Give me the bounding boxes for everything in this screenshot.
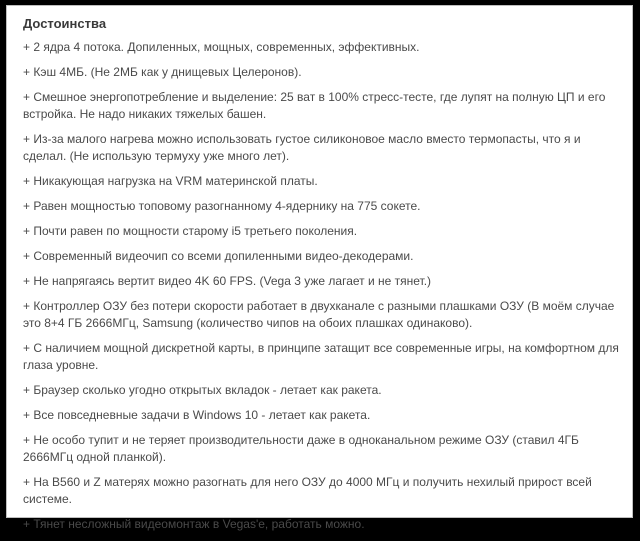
list-item: + Смешное энергопотребление и выделение: 25 ват в 100% стресс-тесте, где лупят на полную ЦП и его встройка. Не надо никаких тяжелых башен. (23, 90, 606, 121)
list-item: + Кэш 4МБ. (Не 2МБ как у днищевых Целеронов). (23, 65, 302, 79)
list-item: + Современный видеочип со всеми допиленными видео-декодерами. (23, 249, 414, 263)
list-item: + Никакующая нагрузка на VRM материнской платы. (23, 174, 318, 188)
list-item: + Почти равен по мощности старому i5 третьего поколения. (23, 224, 358, 238)
list-item: + 2 ядра 4 потока. Допиленных, мощных, современных, эффективных. (23, 40, 420, 54)
list-item: + Контроллер ОЗУ без потери скорости работает в двухканале с разными плашками ОЗУ (В моём случае это 8+4 ГБ 2666МГц, Samsung (количество чипов на обоих плашках одинаково). (23, 299, 615, 330)
list-item: + Тянет несложный видеомонтаж в Vegas'e, работать можно. (23, 517, 365, 531)
list-item: + Равен мощностью топовому разогнанному 4-ядернику на 775 сокете. (23, 199, 421, 213)
section-title: Достоинства (23, 16, 107, 31)
list-item: + Все повседневные задачи в Windows 10 - летает как ракета. (23, 408, 371, 422)
list-item: + На B560 и Z матерях можно разогнать для него ОЗУ до 4000 МГц и получить нехилый прирост всей системе. (23, 475, 592, 506)
list-item: + Не напрягаясь вертит видео 4K 60 FPS. (Vega 3 уже лагает и не тянет.) (23, 274, 432, 288)
list-item: + С наличием мощной дискретной карты, в принципе затащит все современные игры, на комфортном для глаза уровне. (23, 341, 619, 372)
list-item: + Браузер сколько угодно открытых вкладок - летает как ракета. (23, 383, 382, 397)
list-item: + Из-за малого нагрева можно использовать густое силиконовое масло вместо термопасты, что я и сделал. (Не использую термуху уже много лет). (23, 132, 581, 163)
advantages-list (23, 39, 623, 541)
list-item: + Не особо тупит и не теряет производительности даже в одноканальном режиме ОЗУ (ставил 4ГБ 2666МГц одной планкой). (23, 433, 579, 464)
review-panel (6, 5, 633, 531)
